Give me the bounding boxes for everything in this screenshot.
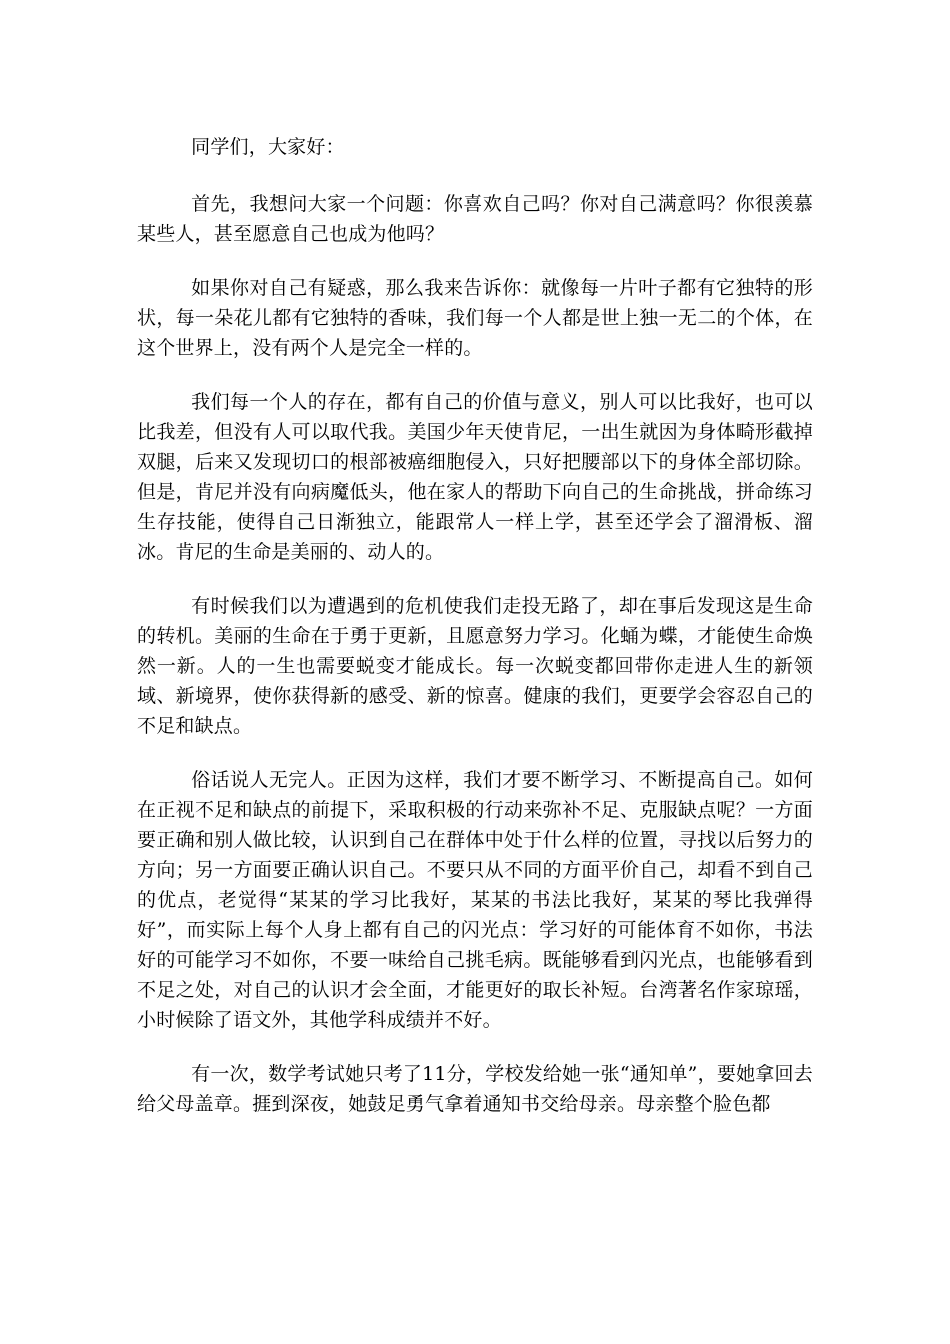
- body-paragraph-3: 我们每一个人的存在，都有自己的价值与意义，别人可以比我好，也可以比我差，但没有人可以取代我。美国少年天使肯尼，一出生就因为身体畸形截掉双腿，后来又发现切口的根部被癌细胞侵入，只好把腰部以下的身体全部切除。但是，肯尼并没有向病魔低头，他在家人的帮助下向自己的生命挑战，拼命练习生存技能，使得自己日渐独立，能跟常人一样上学，甚至还学会了溜滑板、溜冰。肯尼的生命是美丽的、动人的。: [137, 391, 813, 563]
- greeting-paragraph: 同学们，大家好：: [191, 136, 345, 158]
- body-paragraph-2: 如果你对自己有疑惑，那么我来告诉你：就像每一片叶子都有它独特的形状，每一朵花儿都有它独特的香味，我们每一个人都是世上独一无二的个体，在这个世界上，没有两个人是完全一样的。: [137, 277, 813, 359]
- body-paragraph-5: 俗话说人无完人。正因为这样，我们才要不断学习、不断提高自己。如何在正视不足和缺点的前提下，采取积极的行动来弥补不足、克服缺点呢？一方面要正确和别人做比较，认识到自己在群体中处于什么样的位置，寻找以后努力的方向；另一方面要正确认识自己。不要只从不同的方面平价自己，却看不到自己的优点，老觉得“某某的学习比我好，某某的书法比我好，某某的琴比我弹得好”，而实际上每个人身上都有自己的闪光点：学习好的可能体育不如你，书法好的可能学习不如你，不要一味给自己挑毛病。既能够看到闪光点，也能够看到不足之处，对自己的认识才会全面，才能更好的取长补短。台湾著名作家琼瑶，小时候除了语文外，其他学科成绩并不好。: [137, 769, 813, 1031]
- body-paragraph-4: 有时候我们以为遭遇到的危机使我们走投无路了，却在事后发现这是生命的转机。美丽的生命在于勇于更新，且愿意努力学习。化蛹为蝶，才能使生命焕然一新。人的一生也需要蜕变才能成长。每一次蜕变都回带你走进人生的新领域、新境界，使你获得新的感受、新的惊喜。健康的我们，更要学会容忍自己的不足和缺点。: [137, 595, 813, 737]
- document-body: [137, 132, 813, 1143]
- body-paragraph-1: 首先，我想问大家一个问题：你喜欢自己吗？你对自己满意吗？你很羡慕某些人，甚至愿意自己也成为他吗？: [137, 193, 813, 245]
- body-paragraph-6: 有一次，数学考试她只考了11分，学校发给她一张“通知单”，要她拿回去给父母盖章。捱到深夜，她鼓足勇气拿着通知书交给母亲。母亲整个脸色都: [137, 1063, 813, 1115]
